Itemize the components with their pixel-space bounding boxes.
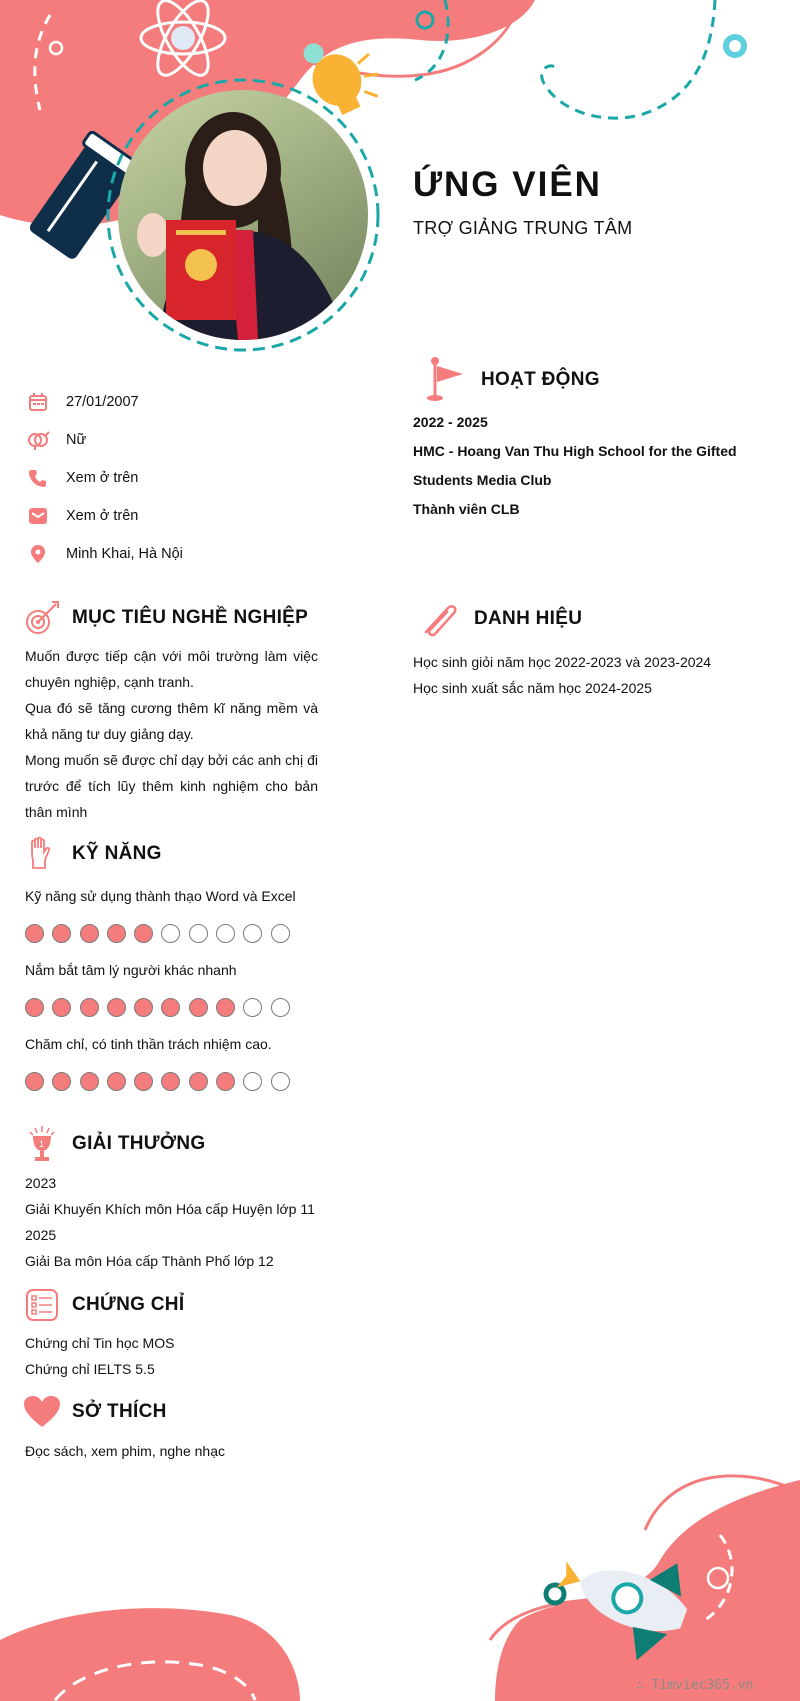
rating-dot-filled xyxy=(25,1072,44,1091)
svg-text:1: 1 xyxy=(39,1139,45,1149)
target-icon xyxy=(22,598,62,638)
titles-text xyxy=(413,649,773,701)
certificate-line: Chứng chỉ IELTS 5.5 xyxy=(25,1361,155,1377)
section-titles-header xyxy=(418,598,582,640)
info-row-birthdate xyxy=(26,383,356,421)
rating-dot-filled xyxy=(107,998,126,1017)
mail-icon xyxy=(26,504,50,528)
info-text: Xem ở trên xyxy=(66,508,139,524)
activity-line: Thành viên CLB xyxy=(413,501,520,517)
rating-dot-filled xyxy=(134,1072,153,1091)
heart-icon xyxy=(22,1392,62,1432)
rating-dot-filled xyxy=(80,1072,99,1091)
skill-item xyxy=(25,1031,325,1105)
skill-rating xyxy=(25,909,325,957)
checklist-icon xyxy=(22,1285,62,1325)
rating-dot-filled xyxy=(25,998,44,1017)
rating-dot-empty xyxy=(161,924,180,943)
skill-rating xyxy=(25,983,325,1031)
section-title: GIẢI THƯỞNG xyxy=(72,1133,206,1154)
award-line: Giải Ba môn Hóa cấp Thành Phố lớp 12 xyxy=(25,1253,274,1269)
skills-list xyxy=(25,883,325,1105)
hobby-line: Đọc sách, xem phim, nghe nhạc xyxy=(25,1443,225,1459)
section-objective-header xyxy=(22,598,308,638)
rating-dot-empty xyxy=(271,924,290,943)
awards-text xyxy=(25,1170,345,1274)
rating-dot-empty xyxy=(271,1072,290,1091)
rating-dot-empty xyxy=(271,998,290,1017)
objective-line: Muốn được tiếp cận với môi trường làm việc chuyên nghiệp, cạnh tranh. xyxy=(25,648,318,690)
location-pin-icon xyxy=(26,542,50,566)
activity-line: 2022 - 2025 xyxy=(413,414,488,430)
candidate-role: TRỢ GIẢNG TRUNG TÂM xyxy=(413,218,633,238)
skill-label: Chăm chỉ, có tinh thần trách nhiệm cao. xyxy=(25,1036,272,1052)
rating-dot-filled xyxy=(80,998,99,1017)
trophy-icon xyxy=(22,1124,62,1164)
gender-icon xyxy=(26,428,50,452)
paperclip-icon xyxy=(418,598,460,640)
rating-dot-empty xyxy=(243,1072,262,1091)
award-line: 2023 xyxy=(25,1175,57,1191)
title-line: Học sinh giỏi năm học 2022-2023 và 2023-2024 xyxy=(413,654,712,670)
section-awards-header xyxy=(22,1124,205,1164)
activities-text xyxy=(413,408,743,524)
rating-dot-filled xyxy=(216,998,235,1017)
candidate-name: ỨNG VIÊN xyxy=(413,165,602,204)
info-text: Nữ xyxy=(66,432,87,448)
rating-dot-filled xyxy=(107,924,126,943)
rating-dot-filled xyxy=(189,1072,208,1091)
rating-dot-filled xyxy=(134,998,153,1017)
rating-dot-filled xyxy=(25,924,44,943)
hobbies-text xyxy=(25,1438,345,1464)
section-title: SỞ THÍCH xyxy=(72,1401,167,1422)
rating-dot-empty xyxy=(189,924,208,943)
graduate-avatar-icon xyxy=(118,90,368,340)
skill-item xyxy=(25,883,325,957)
info-text: Minh Khai, Hà Nội xyxy=(66,546,183,562)
section-title: MỤC TIÊU NGHỀ NGHIỆP xyxy=(72,607,309,628)
certificate-line: Chứng chỉ Tin học MOS xyxy=(25,1335,175,1351)
rating-dot-filled xyxy=(52,1072,71,1091)
section-title: KỸ NĂNG xyxy=(72,843,162,864)
activity-line: HMC - Hoang Van Thu High School for the Gifted Students Media Club xyxy=(413,443,737,488)
award-line: 2025 xyxy=(25,1227,57,1243)
personal-info xyxy=(26,383,356,573)
rating-dot-filled xyxy=(107,1072,126,1091)
phone-icon xyxy=(26,466,50,490)
award-line: Giải Khuyến Khích môn Hóa cấp Huyện lớp 11 xyxy=(25,1201,315,1217)
section-title: CHỨNG CHỈ xyxy=(72,1294,185,1315)
rating-dot-empty xyxy=(243,998,262,1017)
objective-line: Mong muốn sẽ được chỉ dạy bởi các anh chị đi trước để tích lũy thêm kinh nghiệm cho bản thân mình xyxy=(25,752,318,820)
section-certificates-header xyxy=(22,1285,184,1325)
objective-text xyxy=(25,643,318,825)
objective-line: Qua đó sẽ tăng cương thêm kĩ năng mềm và khả năng tư duy giảng dạy. xyxy=(25,700,318,742)
rating-dot-filled xyxy=(161,1072,180,1091)
info-text: 27/01/2007 xyxy=(66,394,139,410)
rating-dot-filled xyxy=(161,998,180,1017)
section-skills-header xyxy=(22,834,162,874)
skill-label: Kỹ năng sử dụng thành thạo Word và Excel xyxy=(25,888,296,904)
rating-dot-filled xyxy=(52,924,71,943)
rating-dot-filled xyxy=(80,924,99,943)
rating-dot-filled xyxy=(52,998,71,1017)
skill-rating xyxy=(25,1057,325,1105)
rating-dot-filled xyxy=(134,924,153,943)
section-title: HOẠT ĐỘNG xyxy=(481,369,600,390)
profile-photo xyxy=(118,90,368,340)
raised-fist-icon xyxy=(22,834,62,874)
section-hobbies-header xyxy=(22,1392,167,1432)
section-title: DANH HIỆU xyxy=(474,608,583,629)
skill-label: Nắm bắt tâm lý người khác nhanh xyxy=(25,962,237,978)
calendar-icon xyxy=(26,390,50,414)
rating-dot-empty xyxy=(216,924,235,943)
info-row-email xyxy=(26,497,356,535)
rating-dot-filled xyxy=(189,998,208,1017)
rating-dot-filled xyxy=(216,1072,235,1091)
info-row-phone xyxy=(26,459,356,497)
watermark: ∴ Timviec365.vn xyxy=(636,1678,754,1693)
info-row-gender xyxy=(26,421,356,459)
title-line: Học sinh xuất sắc năm học 2024-2025 xyxy=(413,680,652,696)
certificates-text xyxy=(25,1330,345,1382)
rating-dot-empty xyxy=(243,924,262,943)
info-row-address xyxy=(26,535,356,573)
flag-icon xyxy=(423,356,471,404)
info-text: Xem ở trên xyxy=(66,470,139,486)
section-activities-header xyxy=(423,356,600,404)
skill-item xyxy=(25,957,325,1031)
